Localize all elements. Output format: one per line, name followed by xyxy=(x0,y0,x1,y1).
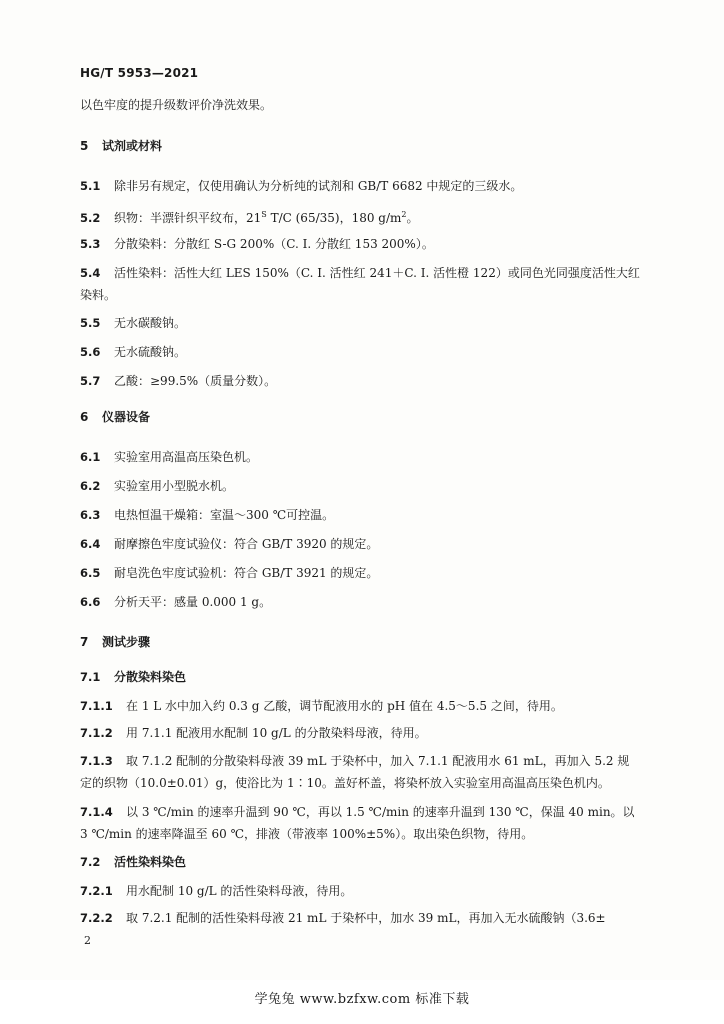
clause-text: 实验室用高温高压染色机。 xyxy=(114,450,259,464)
standard-code: HG/T 5953—2021 xyxy=(80,66,199,80)
intro-text: 以色牢度的提升级数评价净洗效果。 xyxy=(80,98,273,112)
section-heading-6 xyxy=(80,405,652,429)
section-number: 7 xyxy=(80,635,89,649)
footer-watermark: 学兔兔 www.bzfxw.com 标准下载 xyxy=(254,992,470,1007)
clause-text: 分散染料：分散红 S-G 200%（C. I. 分散红 153 200%）。 xyxy=(114,237,434,251)
subsection-number: 7.2 xyxy=(80,855,101,869)
clause-number: 5.2 xyxy=(80,211,101,225)
clause-6-4 xyxy=(80,532,652,556)
clause-text: 在 1 L 水中加入约 0.3 g 乙酸，调节配液用水的 pH 值在 4.5～5.5 之间，待用。 xyxy=(126,699,563,713)
subsection-number: 7.1 xyxy=(80,670,101,684)
section-heading-7 xyxy=(80,630,652,654)
section-title: 仪器设备 xyxy=(102,410,151,424)
clause-5-2 xyxy=(80,203,652,230)
clause-text: 取 7.2.1 配制的活性染料母液 21 mL 于染杯中，加水 39 mL，再加入无水硫酸钠（3.6± xyxy=(126,911,606,925)
clause-text: 以 3 ℃/min 的速率升温到 90 ℃，再以 1.5 ℃/min 的速率升温到 130 ℃，保温 40 min。以 xyxy=(126,805,635,819)
clause-5-3 xyxy=(80,232,652,256)
clause-6-3 xyxy=(80,503,652,527)
clause-text: 耐摩擦色牢度试验仪：符合 GB/T 3920 的规定。 xyxy=(114,537,379,551)
clause-7-2-2 xyxy=(80,906,652,930)
clause-number: 6.2 xyxy=(80,479,101,493)
clause-text: 耐皂洗色牢度试验机：符合 GB/T 3921 的规定。 xyxy=(114,566,379,580)
clause-6-5 xyxy=(80,561,652,585)
clause-7-1-3 xyxy=(80,749,652,773)
clause-number: 5.6 xyxy=(80,345,101,359)
clause-number: 5.7 xyxy=(80,374,101,388)
clause-number: 7.1.1 xyxy=(80,699,113,713)
section-number: 6 xyxy=(80,410,89,424)
clause-number: 5.4 xyxy=(80,266,101,280)
clause-text: 活性染料：活性大红 LES 150%（C. I. 活性红 241＋C. I. 活性橙 122）或同色光同强度活性大红 xyxy=(114,266,640,280)
clause-number: 7.1.2 xyxy=(80,726,113,740)
clause-5-4 xyxy=(80,261,652,285)
clause-number: 7.1.4 xyxy=(80,805,113,819)
page-number: 2 xyxy=(84,934,91,947)
superscript: 2 xyxy=(401,210,407,219)
section-title: 试剂或材料 xyxy=(102,139,163,153)
clause-number: 7.2.1 xyxy=(80,884,113,898)
clause-text: 电热恒温干燥箱：室温～300 ℃可控温。 xyxy=(114,508,335,522)
clause-number: 5.3 xyxy=(80,237,101,251)
clause-7-1-2 xyxy=(80,721,652,745)
clause-text: 乙酸：≥99.5%（质量分数）。 xyxy=(114,374,277,388)
section-number: 5 xyxy=(80,139,89,153)
clause-text: 。 xyxy=(406,211,419,225)
clause-5-5 xyxy=(80,311,652,335)
subsection-title: 分散染料染色 xyxy=(114,670,187,684)
clause-6-1 xyxy=(80,445,652,469)
clause-text: 织物：半漂针织平纹布，21 xyxy=(114,211,262,225)
section-title: 测试步骤 xyxy=(102,635,151,649)
clause-7-2-1 xyxy=(80,879,652,903)
clause-number: 7.1.3 xyxy=(80,754,113,768)
clause-7-1-1 xyxy=(80,694,652,718)
clause-number: 7.2.2 xyxy=(80,911,113,925)
subsection-heading-7-1 xyxy=(80,665,652,689)
subsection-heading-7-2 xyxy=(80,850,652,874)
clause-5-1 xyxy=(80,174,652,198)
subsection-title: 活性染料染色 xyxy=(114,855,187,869)
clause-6-2 xyxy=(80,474,652,498)
superscript: S xyxy=(261,210,267,219)
clause-5-6 xyxy=(80,340,652,364)
clause-number: 6.3 xyxy=(80,508,101,522)
clause-text: 无水硫酸钠。 xyxy=(114,345,187,359)
section-heading-5 xyxy=(80,134,652,158)
clause-number: 5.1 xyxy=(80,179,101,193)
clause-text: 用 7.1.1 配液用水配制 10 g/L 的分散染料母液，待用。 xyxy=(126,726,427,740)
clause-text: 用水配制 10 g/L 的活性染料母液，待用。 xyxy=(126,884,353,898)
clause-number: 6.4 xyxy=(80,537,101,551)
clause-7-1-4 xyxy=(80,800,652,824)
clause-5-4-cont: 染料。 xyxy=(80,288,117,302)
clause-text: 除非另有规定，仅使用确认为分析纯的试剂和 GB/T 6682 中规定的三级水。 xyxy=(114,179,523,193)
clause-text: 无水碳酸钠。 xyxy=(114,316,187,330)
clause-text: 分析天平：感量 0.000 1 g。 xyxy=(114,595,272,609)
clause-number: 6.1 xyxy=(80,450,101,464)
clause-number: 5.5 xyxy=(80,316,101,330)
clause-7-1-4-cont: 3 ℃/min 的速率降温至 60 ℃，排液（带液率 100%±5%）。取出染色织物，待用。 xyxy=(80,827,534,841)
clause-text: 取 7.1.2 配制的分散染料母液 39 mL 于染杯中，加入 7.1.1 配液用水 61 mL，再加入 5.2 规 xyxy=(126,754,630,768)
clause-6-6 xyxy=(80,590,652,614)
clause-number: 6.5 xyxy=(80,566,101,580)
clause-text: T/C (65/35)，180 g/m xyxy=(266,211,402,225)
clause-7-1-3-cont: 定的织物（10.0±0.01）g，使浴比为 1∶10。盖好杯盖，将染杯放入实验室用高温高压染色机内。 xyxy=(80,776,610,790)
clause-5-7 xyxy=(80,369,652,393)
clause-text: 实验室用小型脱水机。 xyxy=(114,479,235,493)
clause-number: 6.6 xyxy=(80,595,101,609)
